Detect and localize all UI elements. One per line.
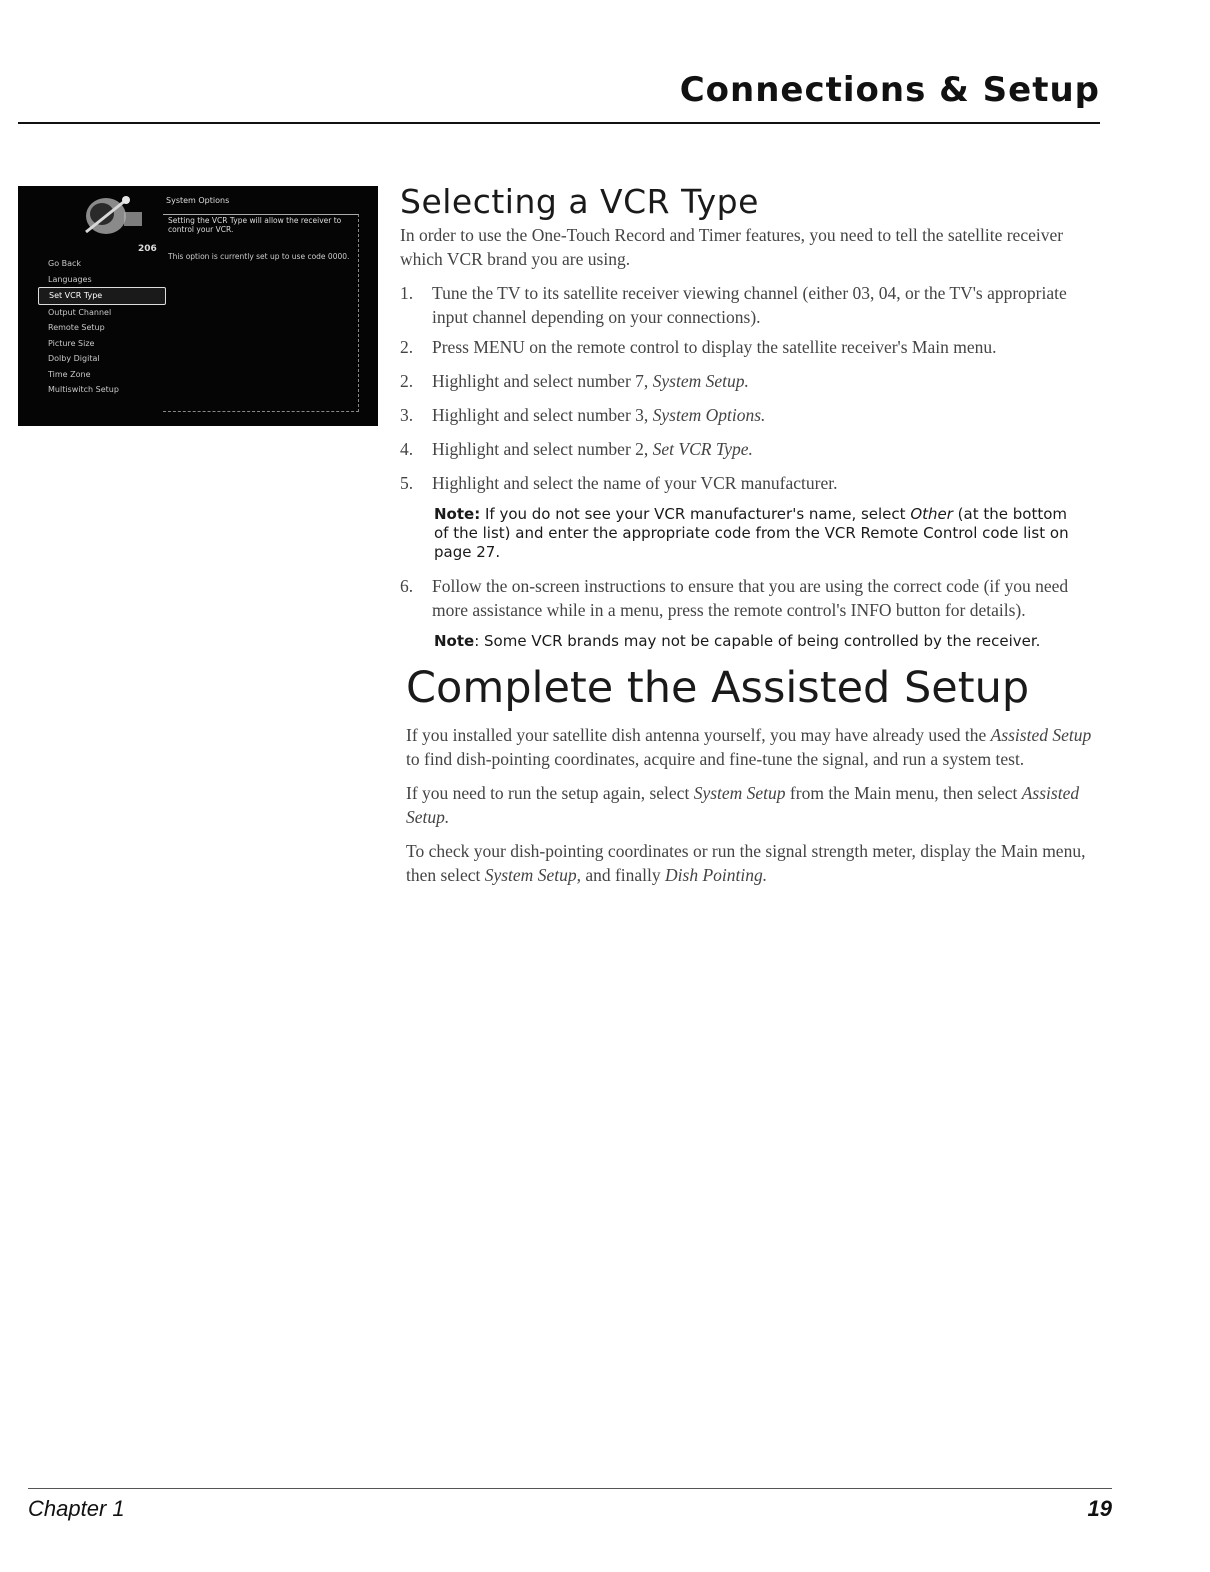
tv-menu-item: Set VCR Type xyxy=(38,287,166,305)
tv-menu-item: Go Back xyxy=(48,259,82,268)
footer-chapter: Chapter 1 xyxy=(28,1496,125,1521)
step-item: 4. Highlight and select number 2, Set VCR Type. xyxy=(400,439,753,459)
footer-rule xyxy=(28,1488,1112,1489)
tv-menu-item: Picture Size xyxy=(48,338,95,348)
section-heading-vcr-type: Selecting a VCR Type xyxy=(400,182,759,221)
tv-menu-item: Remote Setup xyxy=(48,323,105,332)
paragraph: If you need to run the setup again, select System Setup from the Main menu, then select Assisted Setup. xyxy=(406,783,1080,827)
step-item: 2. Highlight and select number 7, System Setup. xyxy=(400,371,749,391)
step-item: 3. Highlight and select number 3, System Options. xyxy=(400,405,766,425)
tv-message-1: Setting the VCR Type will allow the receiver to control your VCR. xyxy=(168,216,342,234)
tv-message-2: This option is currently set up to use code 0000. xyxy=(168,252,350,261)
steps-list-continued xyxy=(400,574,1100,622)
header-rule xyxy=(18,122,1100,124)
satellite-logo-icon xyxy=(76,192,146,242)
step-item: 1. Tune the TV to its satellite receiver viewing channel (either 03, 04, or the TV's appropriate input channel depending on your connections). xyxy=(400,283,1067,327)
step-item: 5. Highlight and select the name of your VCR manufacturer. xyxy=(400,473,838,493)
tv-screenshot xyxy=(18,186,378,426)
step-item: 6. Follow the on-screen instructions to ensure that you are using the correct code (if you need more assistance while in a menu, press the remote control's INFO button for details). xyxy=(400,576,1069,620)
tv-menu-item: Dolby Digital xyxy=(48,354,100,363)
section-heading-assisted-setup: Complete the Assisted Setup xyxy=(406,663,1030,713)
tv-options-menu xyxy=(38,256,166,398)
tv-menu-title: System Options xyxy=(166,196,230,205)
step-item: 2. Press MENU on the remote control to display the satellite receiver's Main menu. xyxy=(400,337,997,357)
note-vcr-manufacturer: Note: If you do not see your VCR manufacturer's name, select Other (at the bottom of the list) and enter the appropriate code from the VCR Remote Control code list on page 27. xyxy=(434,505,1069,561)
page-number: 19 xyxy=(1087,1496,1112,1521)
tv-menu-item: Time Zone xyxy=(48,369,91,379)
assisted-setup-body xyxy=(400,723,1100,887)
main-content xyxy=(400,182,1100,897)
steps-list xyxy=(400,281,1100,495)
paragraph: To check your dish-pointing coordinates or run the signal strength meter, display the Main menu, then select System Setup, and finally Dish Pointing. xyxy=(406,841,1086,885)
paragraph: If you installed your satellite dish antenna yourself, you may have already used the Assisted Setup to find dish-pointing coordinates, acquire and fine-tune the signal, and run a system test. xyxy=(406,725,1092,769)
section-intro: In order to use the One-Touch Record and Timer features, you need to tell the satellite receiver which VCR brand you are using. xyxy=(400,225,1064,269)
channel-number: 206 xyxy=(138,244,157,254)
tv-menu-item: Multiswitch Setup xyxy=(48,385,119,394)
note-vcr-brands: Note: Some VCR brands may not be capable of being controlled by the receiver. xyxy=(434,632,1041,650)
tv-menu-item: Languages xyxy=(48,274,92,284)
page-header-title: Connections & Setup xyxy=(679,70,1100,110)
tv-message-box xyxy=(163,214,359,412)
tv-menu-item: Output Channel xyxy=(48,307,112,317)
